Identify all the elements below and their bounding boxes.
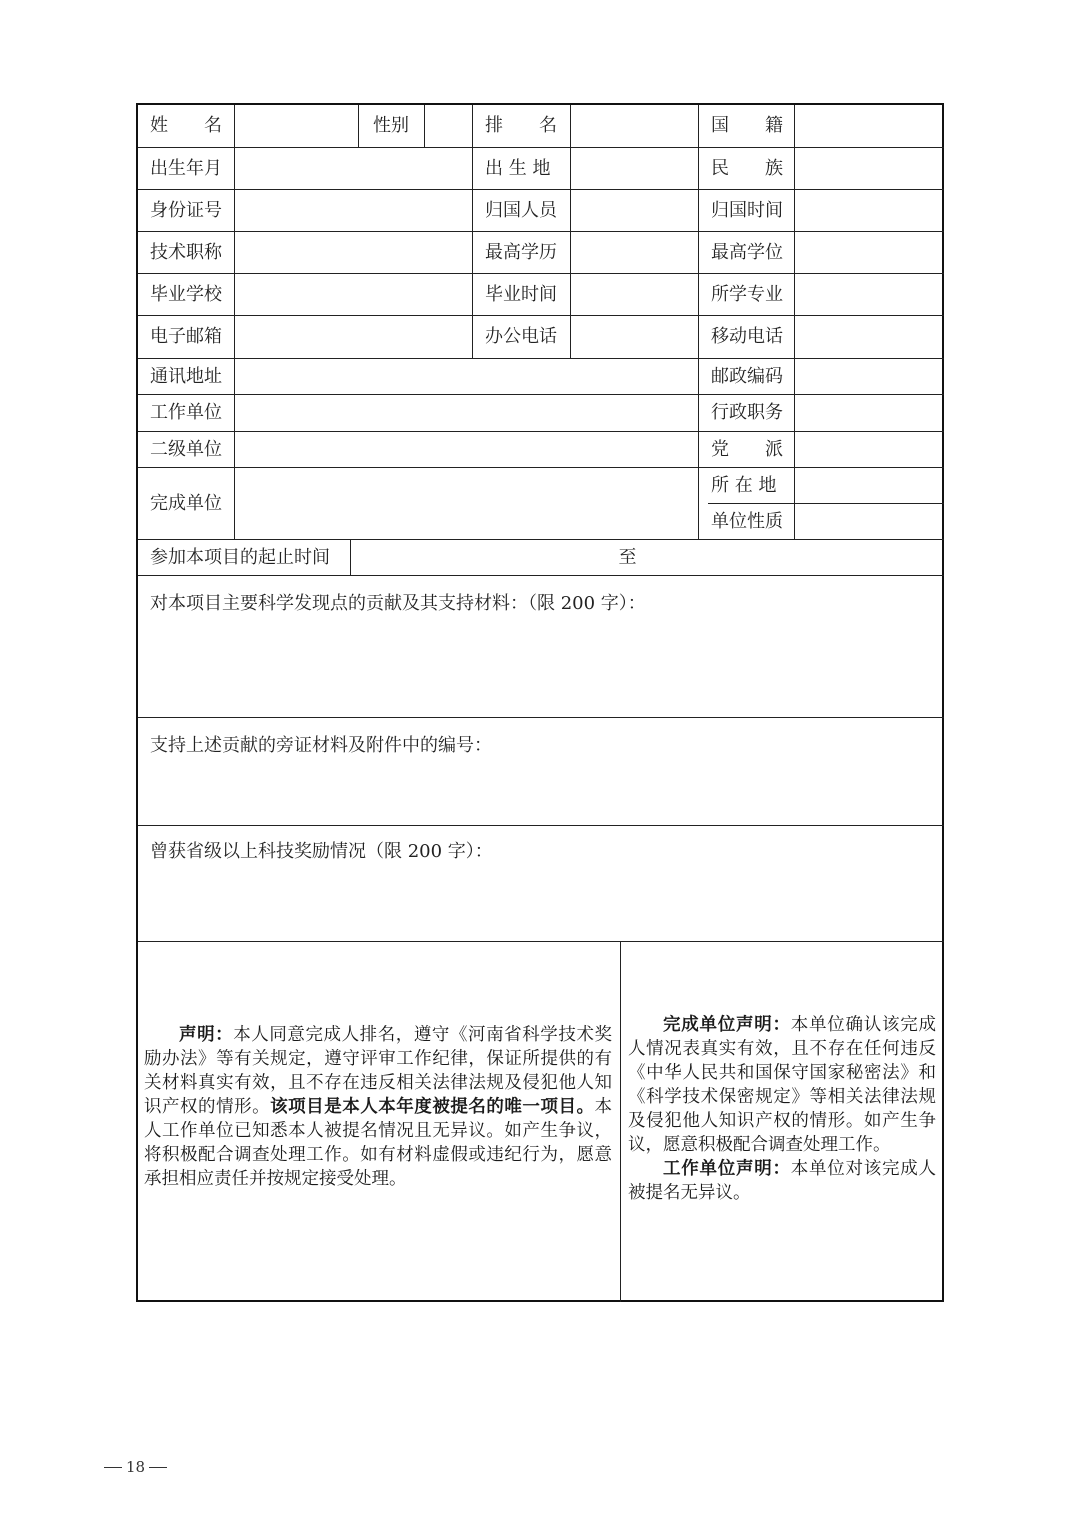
office-phone-label: 办公电话 xyxy=(485,326,557,347)
address-field[interactable] xyxy=(235,359,698,394)
admin-post-field[interactable] xyxy=(795,395,944,431)
period-to-label: 至 xyxy=(618,546,637,568)
birthplace-label: 出 生 地 xyxy=(485,157,551,179)
project-period-label: 参加本项目的起止时间 xyxy=(150,546,330,568)
project-period-field[interactable] xyxy=(351,540,944,575)
admin-post-label: 行政职务 xyxy=(711,402,783,423)
work-unit-declaration-text: 本单位对该完成人被提名无异议。 xyxy=(628,1159,936,1203)
id-number-label: 身份证号 xyxy=(150,199,222,221)
name-field[interactable] xyxy=(235,105,358,147)
birth-date-field[interactable] xyxy=(235,148,472,189)
work-unit-field[interactable] xyxy=(235,395,698,431)
degree-field[interactable] xyxy=(795,232,944,273)
evidence-section-label: 支持上述贡献的旁证材料及附件中的编号： xyxy=(150,735,492,756)
location-field[interactable] xyxy=(795,468,944,503)
return-time-label: 归国时间 xyxy=(711,199,783,221)
completing-unit-declaration-heading: 完成单位声明： xyxy=(663,1015,791,1035)
education-label: 最高学历 xyxy=(485,241,557,263)
unit-declarations xyxy=(628,1013,936,1205)
work-unit-declaration-heading: 工作单位声明： xyxy=(663,1159,791,1179)
row-divider xyxy=(138,941,944,942)
education-field[interactable] xyxy=(571,232,698,273)
footer-dash-right xyxy=(149,1467,167,1468)
location-label: 所 在 地 xyxy=(711,474,777,496)
ethnicity-field[interactable] xyxy=(795,148,944,189)
id-number-field[interactable] xyxy=(235,190,472,231)
tech-title-field[interactable] xyxy=(235,232,472,273)
evidence-field[interactable] xyxy=(138,759,944,825)
address-label: 通讯地址 xyxy=(150,365,222,387)
mobile-phone-field[interactable] xyxy=(795,316,944,358)
returnee-label: 归国人员 xyxy=(485,199,557,221)
contribution-section-label: 对本项目主要科学发现点的贡献及其支持材料：（限 200 字）： xyxy=(150,593,646,614)
graduation-time-field[interactable] xyxy=(571,274,698,315)
ethnicity-label: 民 族 xyxy=(711,157,783,179)
awards-section-label: 曾获省级以上科技奖励情况（限 200 字）： xyxy=(150,841,493,862)
school-field[interactable] xyxy=(235,274,472,315)
footer-dash-left xyxy=(104,1467,122,1468)
tech-title-label: 技术职称 xyxy=(150,241,222,263)
gender-field[interactable] xyxy=(425,105,472,147)
rank-field[interactable] xyxy=(571,105,698,147)
secondary-unit-label: 二级单位 xyxy=(150,438,222,460)
email-label: 电子邮箱 xyxy=(150,326,222,347)
gender-label: 性别 xyxy=(373,115,409,136)
name-label: 姓 名 xyxy=(150,115,222,136)
nominee-form-table xyxy=(136,103,944,1302)
graduation-time-label: 毕业时间 xyxy=(485,283,557,305)
nationality-field[interactable] xyxy=(795,105,944,147)
work-unit-label: 工作单位 xyxy=(150,402,222,423)
birthplace-field[interactable] xyxy=(571,148,698,189)
row-divider xyxy=(138,825,944,826)
personal-declaration-bold: 该项目是本人本年度被提名的唯一项目。 xyxy=(270,1097,595,1117)
birth-date-label: 出生年月 xyxy=(150,157,222,179)
major-field[interactable] xyxy=(795,274,944,315)
secondary-unit-field[interactable] xyxy=(235,432,698,467)
mobile-phone-label: 移动电话 xyxy=(711,326,783,347)
school-label: 毕业学校 xyxy=(150,283,222,305)
email-field[interactable] xyxy=(235,316,472,358)
party-label: 党 派 xyxy=(711,438,783,460)
personal-declaration xyxy=(144,1023,612,1191)
postcode-label: 邮政编码 xyxy=(711,365,783,387)
returnee-field[interactable] xyxy=(571,190,698,231)
completing-unit-declaration-text: 本单位确认该完成人情况表真实有效，且不存在任何违反《中华人民共和国保守国家秘密法》和《科学技术保密规定》等相关法律法规及侵犯他人知识产权的情形。如产生争议，愿意积极配合调查处理工作。 xyxy=(628,1015,936,1155)
row-divider xyxy=(138,717,944,718)
party-field[interactable] xyxy=(795,432,944,467)
major-label: 所学专业 xyxy=(711,283,783,305)
row-divider xyxy=(138,575,944,576)
awards-field[interactable] xyxy=(138,865,944,941)
page-number: 18 xyxy=(126,1458,146,1476)
postcode-field[interactable] xyxy=(795,359,944,394)
personal-declaration-text: 本人同意完成人排名，遵守《河南省科学技术奖励办法》等有关规定，遵守评审工作纪律，保证所提供的有关材料真实有效，且不存在违反相关法律法规及侵犯他人知识产权的情形。 xyxy=(144,1025,613,1117)
return-time-field[interactable] xyxy=(795,190,944,231)
personal-declaration-text-2: 本人工作单位已知悉本人被提名情况且无异议。如产生争议，将积极配合调查处理工作。如有材料虚假或违纪行为，愿意承担相应责任并按规定接受处理。 xyxy=(144,1097,612,1189)
personal-declaration-heading: 声明： xyxy=(179,1025,234,1045)
nationality-label: 国 籍 xyxy=(711,115,783,136)
completing-unit-label: 完成单位 xyxy=(150,492,222,514)
contribution-field[interactable] xyxy=(138,617,944,717)
completing-unit-field[interactable] xyxy=(235,468,698,539)
unit-nature-label: 单位性质 xyxy=(711,510,783,532)
column-divider xyxy=(620,941,621,1302)
degree-label: 最高学位 xyxy=(711,241,783,263)
rank-label: 排 名 xyxy=(485,115,557,136)
office-phone-field[interactable] xyxy=(571,316,698,358)
page-footer xyxy=(104,1458,167,1476)
unit-nature-field[interactable] xyxy=(795,504,944,539)
